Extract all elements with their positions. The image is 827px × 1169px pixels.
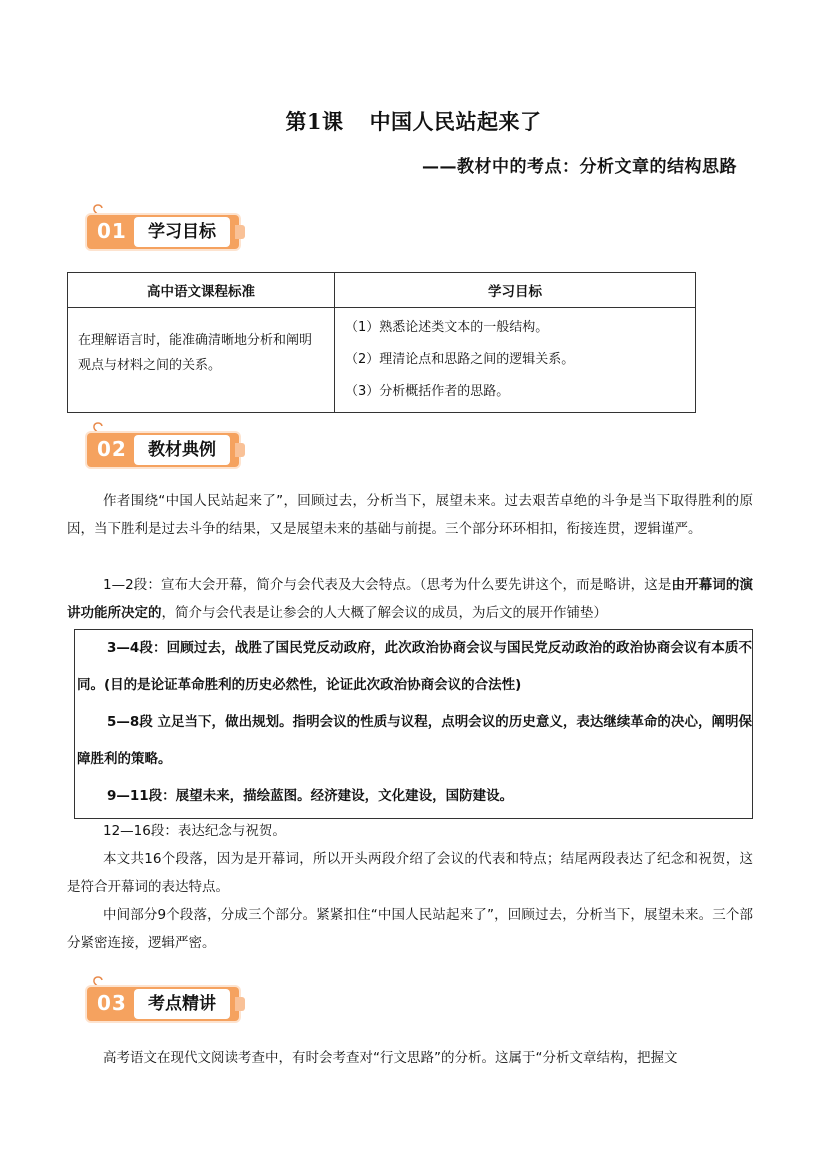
goals-table (67, 272, 696, 413)
section-label: 学习目标 (134, 217, 230, 247)
lesson-number: 第1课 (285, 109, 344, 134)
table-header-standard: 高中语文课程标准 (68, 273, 335, 308)
learning-goals-cell (335, 308, 696, 413)
goal-item: （3）分析概括作者的思路。 (345, 384, 510, 399)
section-badge-03 (87, 975, 257, 1025)
paragraph-9-11-analysis: 9—11段：展望未来，描绘蓝图。经济建设，文化建设，国防建设。 (107, 788, 514, 804)
emphasis-text: 由开幕词的演讲功能所决定的 (67, 577, 754, 621)
structure-paragraph-2: 中间部分9个段落，分成三个部分。紧紧扣住“中国人民站起来了”，回顾过去，分析当下，展望未来。三个部分紧密连接，逻辑严密。 (67, 907, 753, 951)
lesson-title: 中国人民站起来了 (369, 109, 542, 134)
exam-point-intro: 高考语文在现代文阅读考查中，有时会考查对“行文思路”的分析。这属于“分析文章结构，把握文 (103, 1050, 678, 1066)
section-badge-01 (87, 203, 257, 253)
section-number: 03 (97, 991, 127, 1015)
section-number: 01 (97, 219, 127, 243)
paragraph-3-4-analysis: 3—4段：回顾过去，战胜了国民党反动政府，此次政治协商会议与国民党反动政治的政治协商会议有本质不同。(目的是论证革命胜利的历史必然性，论证此次政治协商会议的合法性) (77, 640, 752, 693)
page-title (0, 106, 827, 136)
key-paragraphs-box (74, 629, 753, 819)
paragraph-1-2-analysis: 1—2段：宣布大会开幕，简介与会代表及大会特点。（思考为什么要先讲这个，而是略讲，这是由开幕词的演讲功能所决定的，简介与会代表是让参会的人大概了解会议的成员，为后文的展开作铺垫） (67, 577, 754, 621)
page-subtitle: ——教材中的考点：分析文章的结构思路 (422, 157, 737, 177)
goal-item: （1）熟悉论述类文本的一般结构。 (345, 320, 549, 335)
section-badge-02 (87, 421, 257, 471)
goal-item: （2）理清论点和思路之间的逻辑关系。 (345, 352, 575, 367)
curriculum-standard-cell: 在理解语言时，能准确清晰地分析和阐明观点与材料之间的关系。 (68, 308, 335, 413)
example-intro-paragraph: 作者围绕“中国人民站起来了”，回顾过去，分析当下，展望未来。过去艰苦卓绝的斗争是当下取得胜利的原因，当下胜利是过去斗争的结果，又是展望未来的基础与前提。三个部分环环相扣，衔接连贯，逻辑谨严。 (67, 493, 753, 537)
table-row (68, 308, 696, 413)
structure-paragraph-1: 本文共16个段落，因为是开幕词，所以开头两段介绍了会议的代表和特点；结尾两段表达了纪念和祝贺，这是符合开幕词的表达特点。 (67, 851, 753, 895)
section-label: 教材典例 (134, 435, 230, 465)
paragraph-5-8-analysis: 5—8段 立足当下，做出规划。指明会议的性质与议程，点明会议的历史意义，表达继续革命的决心，阐明保障胜利的策略。 (77, 714, 752, 767)
paragraph-12-16-analysis: 12—16段：表达纪念与祝贺。 (103, 823, 286, 839)
table-header-goals: 学习目标 (335, 273, 696, 308)
section-number: 02 (97, 437, 127, 461)
section-label: 考点精讲 (134, 989, 230, 1019)
table-header-row (68, 273, 696, 308)
